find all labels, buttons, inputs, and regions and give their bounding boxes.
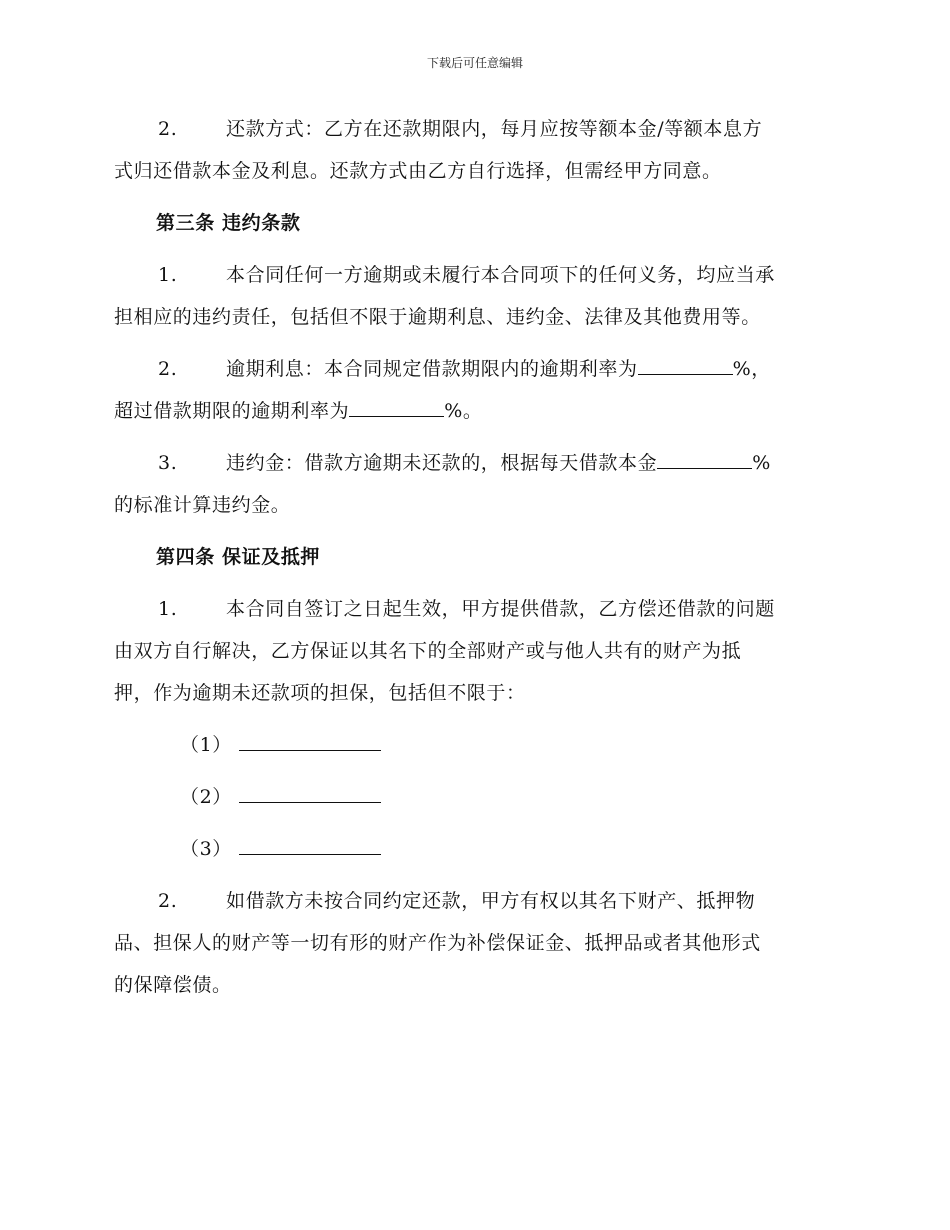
item-text: 违约金：借款方逾期未还款的，根据每天借款本金 (226, 452, 658, 474)
item-number: 1. (158, 264, 178, 286)
collateral-item-1 (180, 732, 381, 758)
s3-item2-line-1 (114, 356, 771, 382)
page-header: 下载后可任意编辑 (426, 56, 523, 70)
collateral-blank[interactable] (239, 784, 381, 803)
percent-suffix: %。 (444, 400, 483, 422)
repayment-line-2: 式归还借款本金及利息。还款方式由乙方自行选择，但需经甲方同意。 (114, 160, 722, 182)
s3-item1-line-2: 担相应的违约责任，包括但不限于逾期利息、违约金、法律及其他费用等。 (114, 306, 761, 328)
item-text: 如借款方未按合同约定还款，甲方有权以其名下财产、抵押物 (226, 890, 756, 912)
sub-number: （1） (180, 734, 232, 756)
s4-item2-line-1 (114, 888, 755, 914)
s3-item3-line-2: 的标准计算违约金。 (114, 494, 291, 516)
item-text: 本合同自签订之日起生效，甲方提供借款，乙方偿还借款的问题 (226, 598, 775, 620)
section-4-heading: 第四条 保证及抵押 (156, 546, 321, 568)
repayment-line-1 (114, 116, 762, 142)
collateral-item-3 (180, 836, 381, 862)
item-text: 本合同任何一方逾期或未履行本合同项下的任何义务，均应当承 (226, 264, 775, 286)
s4-item1-line-1 (114, 596, 775, 622)
item-text: 超过借款期限的逾期利率为 (114, 400, 350, 422)
s3-item3-line-1 (114, 450, 771, 476)
item-number: 3. (158, 452, 178, 474)
s4-item2-line-3: 的保障偿债。 (114, 974, 232, 996)
item-text: 逾期利息：本合同规定借款期限内的逾期利率为 (226, 358, 638, 380)
s3-item1-line-1 (114, 262, 775, 288)
s4-item1-line-3: 押，作为逾期未还款项的担保，包括但不限于： (114, 682, 526, 704)
percent-suffix: % (752, 452, 771, 474)
collateral-item-2 (180, 784, 381, 810)
penalty-blank[interactable] (657, 450, 752, 469)
s4-item2-line-2: 品、担保人的财产等一切有形的财产作为补偿保证金、抵押品或者其他形式 (114, 932, 761, 954)
item-number: 2. (158, 358, 178, 380)
collateral-blank[interactable] (239, 836, 381, 855)
s3-item2-line-2 (114, 398, 482, 424)
section-3-heading: 第三条 违约条款 (156, 212, 301, 234)
rate-blank[interactable] (638, 356, 733, 375)
item-number: 2. (158, 890, 178, 912)
item-text: 还款方式：乙方在还款期限内，每月应按等额本金/等额本息方 (226, 118, 763, 140)
sub-number: （3） (180, 838, 232, 860)
item-number: 1. (158, 598, 178, 620)
item-number: 2. (158, 118, 178, 140)
collateral-blank[interactable] (239, 732, 381, 751)
sub-number: （2） (180, 786, 232, 808)
s4-item1-line-2: 由双方自行解决，乙方保证以其名下的全部财产或与他人共有的财产为抵 (114, 640, 742, 662)
percent-suffix: %， (732, 358, 771, 380)
rate-blank[interactable] (349, 398, 444, 417)
